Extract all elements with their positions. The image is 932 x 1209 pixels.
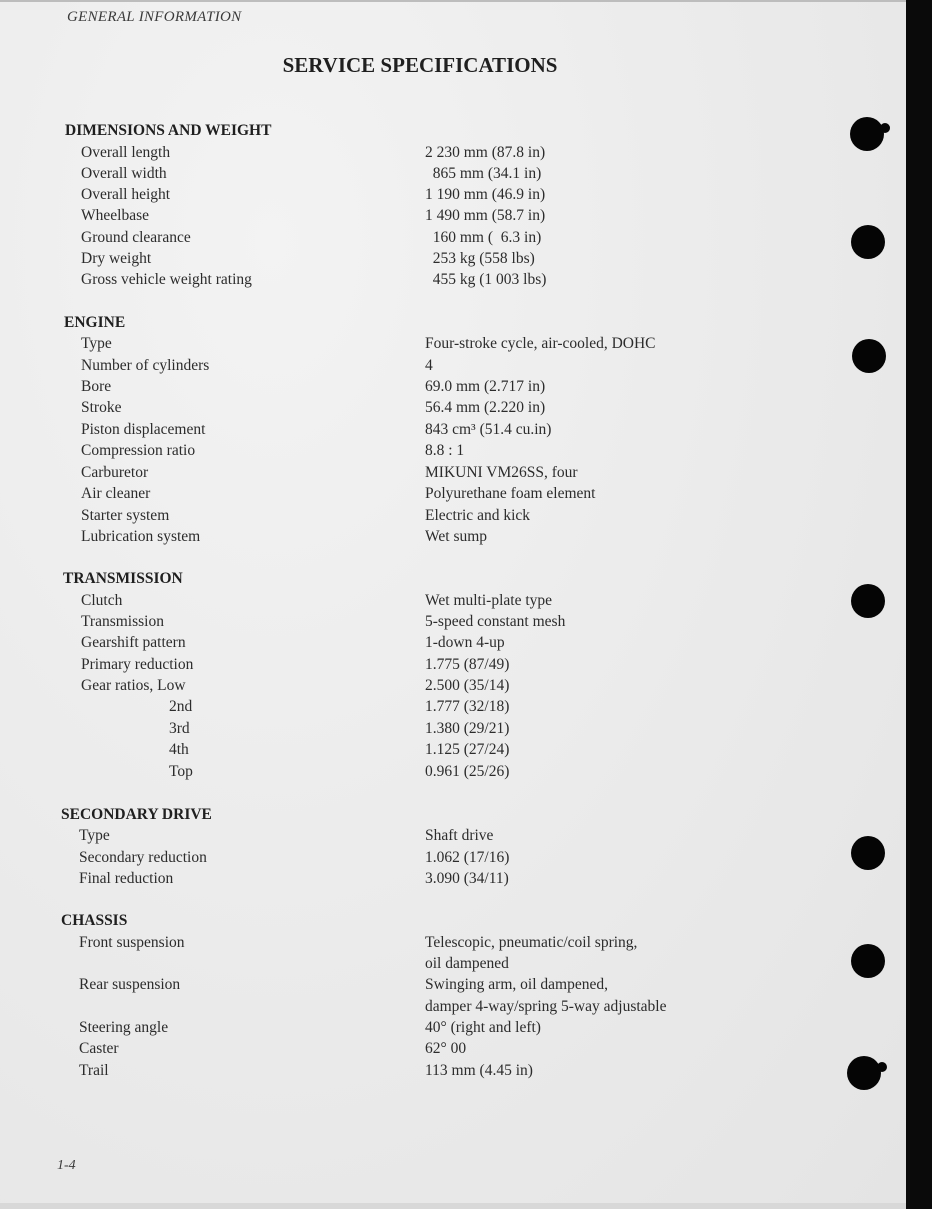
spec-label: Final reduction — [79, 870, 174, 887]
spec-label: Piston displacement — [81, 421, 206, 438]
spec-label: Secondary reduction — [79, 849, 207, 866]
spec-label: Number of cylinders — [81, 357, 210, 374]
spec-label: Gross vehicle weight rating — [81, 271, 252, 288]
spec-value: 113 mm (4.45 in) — [425, 1062, 533, 1079]
spec-value: 56.4 mm (2.220 in) — [425, 399, 546, 416]
section-heading-engine: ENGINE — [64, 314, 126, 331]
spec-label: Type — [79, 827, 110, 844]
spec-value: Wet multi-plate type — [425, 592, 553, 609]
spec-value: 1-down 4-up — [425, 634, 505, 651]
spec-value-continued: damper 4-way/spring 5-way adjustable — [425, 998, 667, 1015]
punch-hole-icon — [851, 584, 885, 618]
spec-label: 3rd — [169, 720, 190, 737]
spec-value: Wet sump — [425, 528, 488, 545]
section-heading-secondary-drive: SECONDARY DRIVE — [61, 806, 212, 823]
spec-label: Caster — [79, 1040, 119, 1057]
spec-value: Telescopic, pneumatic/coil spring, — [425, 934, 638, 951]
spec-label: Trail — [79, 1062, 109, 1079]
spec-label: Transmission — [81, 613, 164, 630]
punch-hole-icon — [850, 117, 884, 151]
spec-label: Primary reduction — [81, 656, 194, 673]
binding-strip — [906, 0, 932, 1209]
spec-label: Dry weight — [81, 250, 152, 267]
spec-value: 1.775 (87/49) — [425, 656, 510, 673]
spec-label: Rear suspension — [79, 976, 181, 993]
spec-label: Overall length — [81, 144, 171, 161]
spec-value: 3.090 (34/11) — [425, 870, 509, 887]
spec-label: Carburetor — [81, 464, 149, 481]
spec-value: Electric and kick — [425, 507, 531, 524]
spec-label: Gear ratios, Low — [81, 677, 186, 694]
spec-label: Wheelbase — [81, 207, 149, 224]
section-heading-transmission: TRANSMISSION — [63, 570, 183, 587]
spec-label: 2nd — [169, 698, 193, 715]
spec-value: Polyurethane foam element — [425, 485, 596, 502]
spec-value: 1 190 mm (46.9 in) — [425, 186, 546, 203]
spec-value: 1.380 (29/21) — [425, 720, 510, 737]
spec-value: 865 mm (34.1 in) — [425, 165, 542, 182]
spec-value: 62° 00 — [425, 1040, 467, 1057]
punch-hole-icon — [851, 836, 885, 870]
section-heading-dimensions: DIMENSIONS AND WEIGHT — [65, 122, 272, 139]
spec-value: 1 490 mm (58.7 in) — [425, 207, 546, 224]
spec-label: Clutch — [81, 592, 123, 609]
spec-value: 1.777 (32/18) — [425, 698, 510, 715]
spec-label: Starter system — [81, 507, 170, 524]
spec-label: Bore — [81, 378, 112, 395]
page-bottom-edge — [0, 1203, 906, 1209]
spec-value-continued: oil dampened — [425, 955, 509, 972]
spec-label: 4th — [169, 741, 189, 758]
page-title: SERVICE SPECIFICATIONS — [282, 53, 558, 77]
spec-label: Overall height — [81, 186, 171, 203]
spec-label: Compression ratio — [81, 442, 196, 459]
spec-label: Lubrication system — [81, 528, 201, 545]
spec-value: 253 kg (558 lbs) — [425, 250, 535, 267]
spec-value: 843 cm³ (51.4 cu.in) — [425, 421, 552, 438]
spec-value: 0.961 (25/26) — [425, 763, 510, 780]
spec-label: Gearshift pattern — [81, 634, 186, 651]
spec-value: 8.8 : 1 — [425, 442, 465, 459]
spec-value: Shaft drive — [425, 827, 494, 844]
spec-label: Steering angle — [79, 1019, 169, 1036]
page-top-edge — [0, 0, 906, 2]
spec-value: 2.500 (35/14) — [425, 677, 510, 694]
page-number: 1-4 — [57, 1158, 76, 1173]
spec-label: Stroke — [81, 399, 122, 416]
spec-value: 40° (right and left) — [425, 1019, 541, 1036]
running-header: GENERAL INFORMATION — [67, 9, 242, 25]
punch-hole-icon — [851, 944, 885, 978]
spec-value: 2 230 mm (87.8 in) — [425, 144, 546, 161]
spec-value: Swinging arm, oil dampened, — [425, 976, 608, 993]
spec-value: MIKUNI VM26SS, four — [425, 464, 578, 481]
spec-value: 69.0 mm (2.717 in) — [425, 378, 546, 395]
spec-value: Four-stroke cycle, air-cooled, DOHC — [425, 335, 656, 352]
spec-value: 4 — [425, 357, 433, 374]
section-heading-chassis: CHASSIS — [61, 912, 128, 929]
spec-label: Top — [169, 763, 193, 780]
spec-value: 160 mm ( 6.3 in) — [425, 229, 542, 246]
spec-value: 455 kg (1 003 lbs) — [425, 271, 547, 288]
spec-label: Ground clearance — [81, 229, 191, 246]
spec-label: Air cleaner — [81, 485, 151, 502]
punch-hole-icon — [851, 225, 885, 259]
punch-hole-icon — [847, 1056, 881, 1090]
spec-label: Front suspension — [79, 934, 185, 951]
spec-value: 1.125 (27/24) — [425, 741, 510, 758]
punch-hole-icon — [852, 339, 886, 373]
spec-label: Type — [81, 335, 112, 352]
spec-value: 5-speed constant mesh — [425, 613, 566, 630]
spec-label: Overall width — [81, 165, 167, 182]
spec-value: 1.062 (17/16) — [425, 849, 510, 866]
